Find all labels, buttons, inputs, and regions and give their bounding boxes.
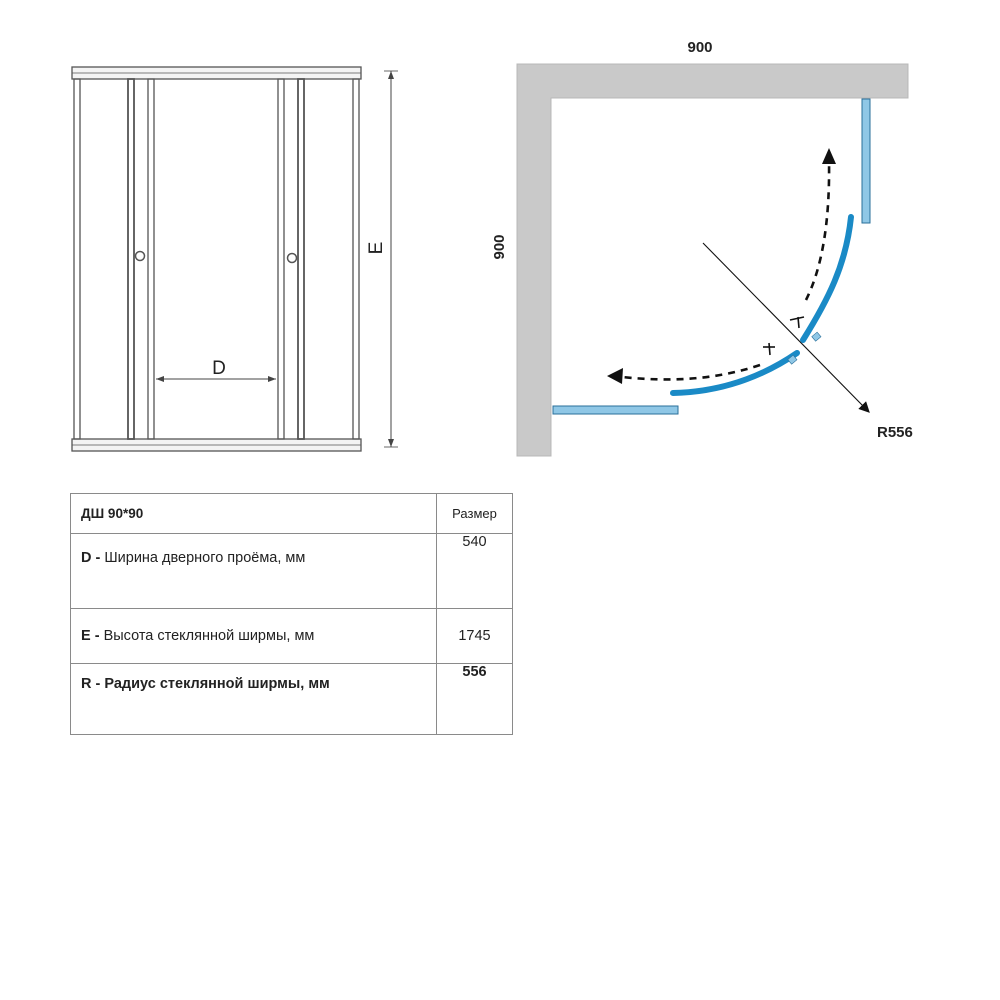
open-arrow-left [622,365,760,379]
wall [517,64,908,456]
dim-d-label: D [212,358,226,379]
right-door-frame [298,79,304,439]
open-arrow-up [806,160,829,300]
bottom-fixed-panel [553,406,678,414]
radius-label: R556 [877,424,913,441]
right-handle-icon [288,254,297,263]
row-desc: Ширина дверного проёма, мм [104,550,306,566]
table-row: E - Высота стеклянной ширмы, мм 1745 [71,609,513,664]
left-door-frame [128,79,134,439]
row-key: R [81,676,92,692]
row-desc: Радиус стеклянной ширмы, мм [104,676,330,692]
spec-table-header [71,494,513,534]
plan-depth-label: 900 [491,234,508,260]
front-view [72,67,398,451]
spec-table [70,493,513,735]
shower-diagram [0,0,1000,480]
left-handle-icon [136,252,145,261]
table-row: R - Радиус стеклянной ширмы, мм 556 [71,664,513,735]
plan-view [517,64,908,456]
row-value: 556 [437,664,513,735]
right-outer-post [353,79,359,439]
row-key: E [81,628,91,644]
dim-e-label: E [366,241,387,255]
spec-table-title: ДШ 90*90 [71,494,437,534]
right-fixed-panel [862,99,870,223]
plan-width-label: 900 [687,39,713,56]
size-header: Размер [437,494,513,534]
table-row: D - Ширина дверного проёма, мм 540 [71,534,513,609]
curved-door-upper [803,217,851,340]
row-value: 1745 [437,609,513,664]
left-outer-post [74,79,80,439]
row-value: 540 [437,534,513,609]
row-key: D [81,550,92,566]
row-desc: Высота стеклянной ширмы, мм [103,628,315,644]
